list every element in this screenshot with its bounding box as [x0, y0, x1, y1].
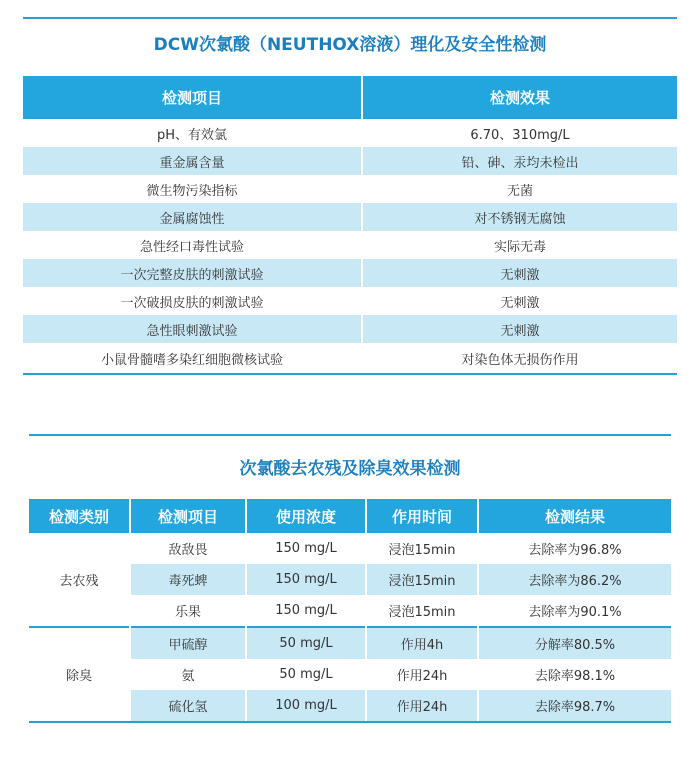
middle-divider [29, 434, 671, 436]
test-item-cell: pH、有效氯 [156, 127, 228, 143]
concentration-cell: 150 mg/L [246, 564, 366, 595]
duration-cell: 浸泡15min [366, 564, 478, 595]
test-effect-cell: 6.70、310mg/L [362, 119, 677, 147]
table-row [23, 147, 677, 175]
top-divider [23, 17, 677, 19]
test-effect-cell: 对不锈钢无腐蚀 [362, 203, 677, 231]
table-row [23, 315, 677, 343]
concentration-cell: 100 mg/L [246, 690, 366, 722]
result-cell: 去除率为96.8% [478, 533, 671, 564]
duration-cell: 作用24h [366, 690, 478, 722]
table-row [23, 343, 677, 374]
header-duration: 作用时间 [366, 499, 478, 533]
item-cell: 毒死蜱 [130, 564, 246, 595]
result-cell: 去除率为86.2% [478, 564, 671, 595]
item-cell: 敌敌畏 [168, 543, 208, 558]
pesticide-deodor-table [29, 499, 671, 723]
header-test-item: 检测项目 [23, 76, 362, 119]
result-cell: 去除率98.7% [478, 690, 671, 722]
table-row [29, 533, 671, 564]
duration-cell: 作用24h [366, 659, 478, 690]
duration-cell: 浸泡15min [366, 533, 478, 564]
item-cell: 硫化氢 [130, 690, 246, 722]
section1-title: DCW次氯酸（NEUTHOX溶液）理化及安全性检测 [153, 35, 547, 55]
table-row [23, 175, 677, 203]
concentration-cell: 150 mg/L [246, 595, 366, 627]
result-cell: 分解率80.5% [478, 627, 671, 659]
header-category: 检测类别 [29, 499, 130, 533]
table-row [29, 627, 671, 659]
category-cell: 除臭 [29, 627, 130, 722]
table-row [23, 231, 677, 259]
table-row [23, 203, 677, 231]
header-result: 检测结果 [478, 499, 671, 533]
test-item-cell: 一次完整皮肤的刺激试验 [23, 259, 362, 287]
test-item-cell: 急性眼刺激试验 [23, 315, 362, 343]
table-header-row [29, 499, 671, 533]
test-effect-cell: 对染色体无损伤作用 [362, 343, 677, 374]
header-item: 检测项目 [130, 499, 246, 533]
table-row [23, 287, 677, 315]
test-effect-cell: 实际无毒 [362, 231, 677, 259]
test-item-cell: 金属腐蚀性 [23, 203, 362, 231]
table-header-row [23, 76, 677, 119]
section2-title: 次氯酸去农残及除臭效果检测 [239, 459, 461, 479]
result-cell: 去除率98.1% [478, 659, 671, 690]
test-effect-cell: 无刺激 [362, 259, 677, 287]
test-item-cell: 微生物污染指标 [146, 183, 238, 199]
concentration-cell: 50 mg/L [246, 659, 366, 690]
item-cell: 甲硫醇 [130, 627, 246, 659]
test-item-cell: 急性经口毒性试验 [139, 239, 244, 255]
header-test-effect: 检测效果 [362, 76, 677, 119]
table-row [23, 259, 677, 287]
safety-test-table [23, 76, 677, 375]
test-effect-cell: 无刺激 [362, 315, 677, 343]
table-row [23, 119, 677, 147]
test-effect-cell: 无菌 [362, 175, 677, 203]
duration-cell: 作用4h [366, 627, 478, 659]
duration-cell: 浸泡15min [366, 595, 478, 627]
item-cell: 氨 [181, 669, 195, 684]
concentration-cell: 150 mg/L [246, 533, 366, 564]
test-item-cell: 一次破损皮肤的刺激试验 [120, 295, 264, 311]
test-item-cell: 重金属含量 [23, 147, 362, 175]
test-effect-cell: 无刺激 [362, 287, 677, 315]
header-concentration: 使用浓度 [246, 499, 366, 533]
item-cell: 乐果 [174, 605, 201, 620]
test-item-cell: 小鼠骨髓嗜多染红细胞微核试验 [23, 343, 362, 374]
concentration-cell: 50 mg/L [246, 627, 366, 659]
category-cell: 去农残 [29, 533, 130, 627]
test-effect-cell: 铅、砷、汞均未检出 [362, 147, 677, 175]
result-cell: 去除率为90.1% [478, 595, 671, 627]
